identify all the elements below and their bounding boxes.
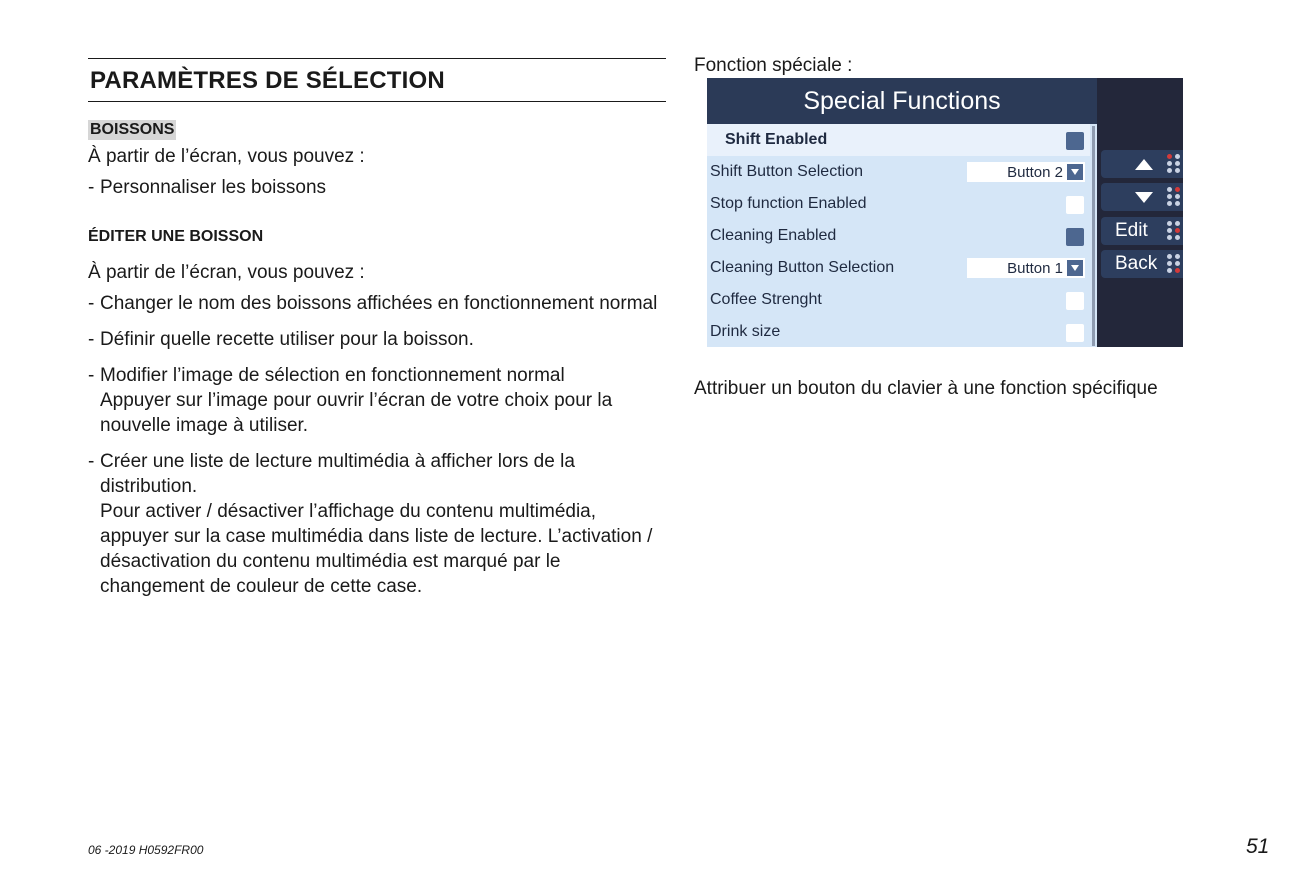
row-shift-button-selection[interactable] [707,156,1090,188]
title-underline [88,101,666,102]
list-item: - Créer une liste de lecture multimédia à afficher lors de la distribution. Pour activer / désactiver l’affichage du contenu multimédia, appuyer sur la case multimédia dans liste de lecture. L’activation / désactivation du contenu multimédia est marqué par le changement de couleur de cette case. [88,451,653,597]
special-function-caption: Fonction spéciale : [694,55,853,76]
select-value: Button 1 [1007,259,1063,277]
row-label: Cleaning Enabled [710,227,837,244]
shift-button-select[interactable] [967,162,1085,182]
back-button[interactable] [1101,250,1183,278]
row-cleaning-enabled[interactable] [707,220,1090,252]
boissons-list [88,175,666,200]
row-shift-enabled[interactable] [707,124,1090,156]
row-label: Coffee Strenght [710,291,822,308]
row-coffee-strenght[interactable] [707,284,1090,316]
edit-button-label: Edit [1115,220,1148,241]
boissons-intro: À partir de l’écran, vous pouvez : [88,146,365,167]
drink-size-checkbox[interactable] [1066,324,1084,342]
keypad-dots-icon [1167,221,1181,241]
list-item: - Définir quelle recette utiliser pour la boisson. [88,329,474,350]
row-stop-function-enabled[interactable] [707,188,1090,220]
scroll-up-button[interactable] [1101,150,1183,178]
row-label: Cleaning Button Selection [710,259,895,276]
shift-enabled-checkbox[interactable] [1066,132,1084,150]
page-number: 51 [1246,835,1270,858]
up-arrow-icon [1135,159,1153,170]
scroll-down-button[interactable] [1101,183,1183,211]
row-label: Stop function Enabled [710,195,867,212]
list-item: - Changer le nom des boissons affichées en fonctionnement normal [88,293,658,314]
keypad-dots-icon [1167,254,1181,274]
section-title: PARAMÈTRES DE SÉLECTION [90,67,445,94]
left-column [88,58,666,599]
special-functions-screen [707,78,1183,347]
chevron-down-icon[interactable] [1067,164,1083,180]
keypad-dots-icon [1167,154,1181,174]
document-reference: 06 -2019 H0592FR00 [88,843,204,857]
row-label: Shift Enabled [725,131,828,148]
keypad-dots-icon [1167,187,1181,207]
settings-list [707,124,1097,347]
stop-function-checkbox[interactable] [1066,196,1084,214]
list-item: - Modifier l’image de sélection en fonctionnement normal Appuyer sur l’image pour ouvrir l’écran de votre choix pour la nouvelle image à utiliser. [88,365,613,436]
list-scrollbar[interactable] [1092,126,1095,346]
coffee-strength-checkbox[interactable] [1066,292,1084,310]
row-label: Drink size [710,323,781,340]
row-cleaning-button-selection[interactable] [707,252,1090,284]
editer-heading: ÉDITER UNE BOISSON [88,228,264,245]
special-function-description: Attribuer un bouton du clavier à une fonction spécifique [694,378,1158,399]
editer-intro: À partir de l’écran, vous pouvez : [88,262,365,283]
cleaning-enabled-checkbox[interactable] [1066,228,1084,246]
row-label: Shift Button Selection [710,163,863,180]
chevron-down-icon[interactable] [1067,260,1083,276]
down-arrow-icon [1135,192,1153,203]
row-drink-size[interactable] [707,316,1090,347]
boissons-heading: BOISSONS [90,121,175,138]
select-value: Button 2 [1007,163,1063,181]
list-item: - Personnaliser les boissons [88,177,327,198]
cleaning-button-select[interactable] [967,258,1085,278]
edit-button[interactable] [1101,217,1183,245]
back-button-label: Back [1115,253,1158,274]
editer-list [88,291,666,599]
screen-title: Special Functions [707,78,1097,124]
